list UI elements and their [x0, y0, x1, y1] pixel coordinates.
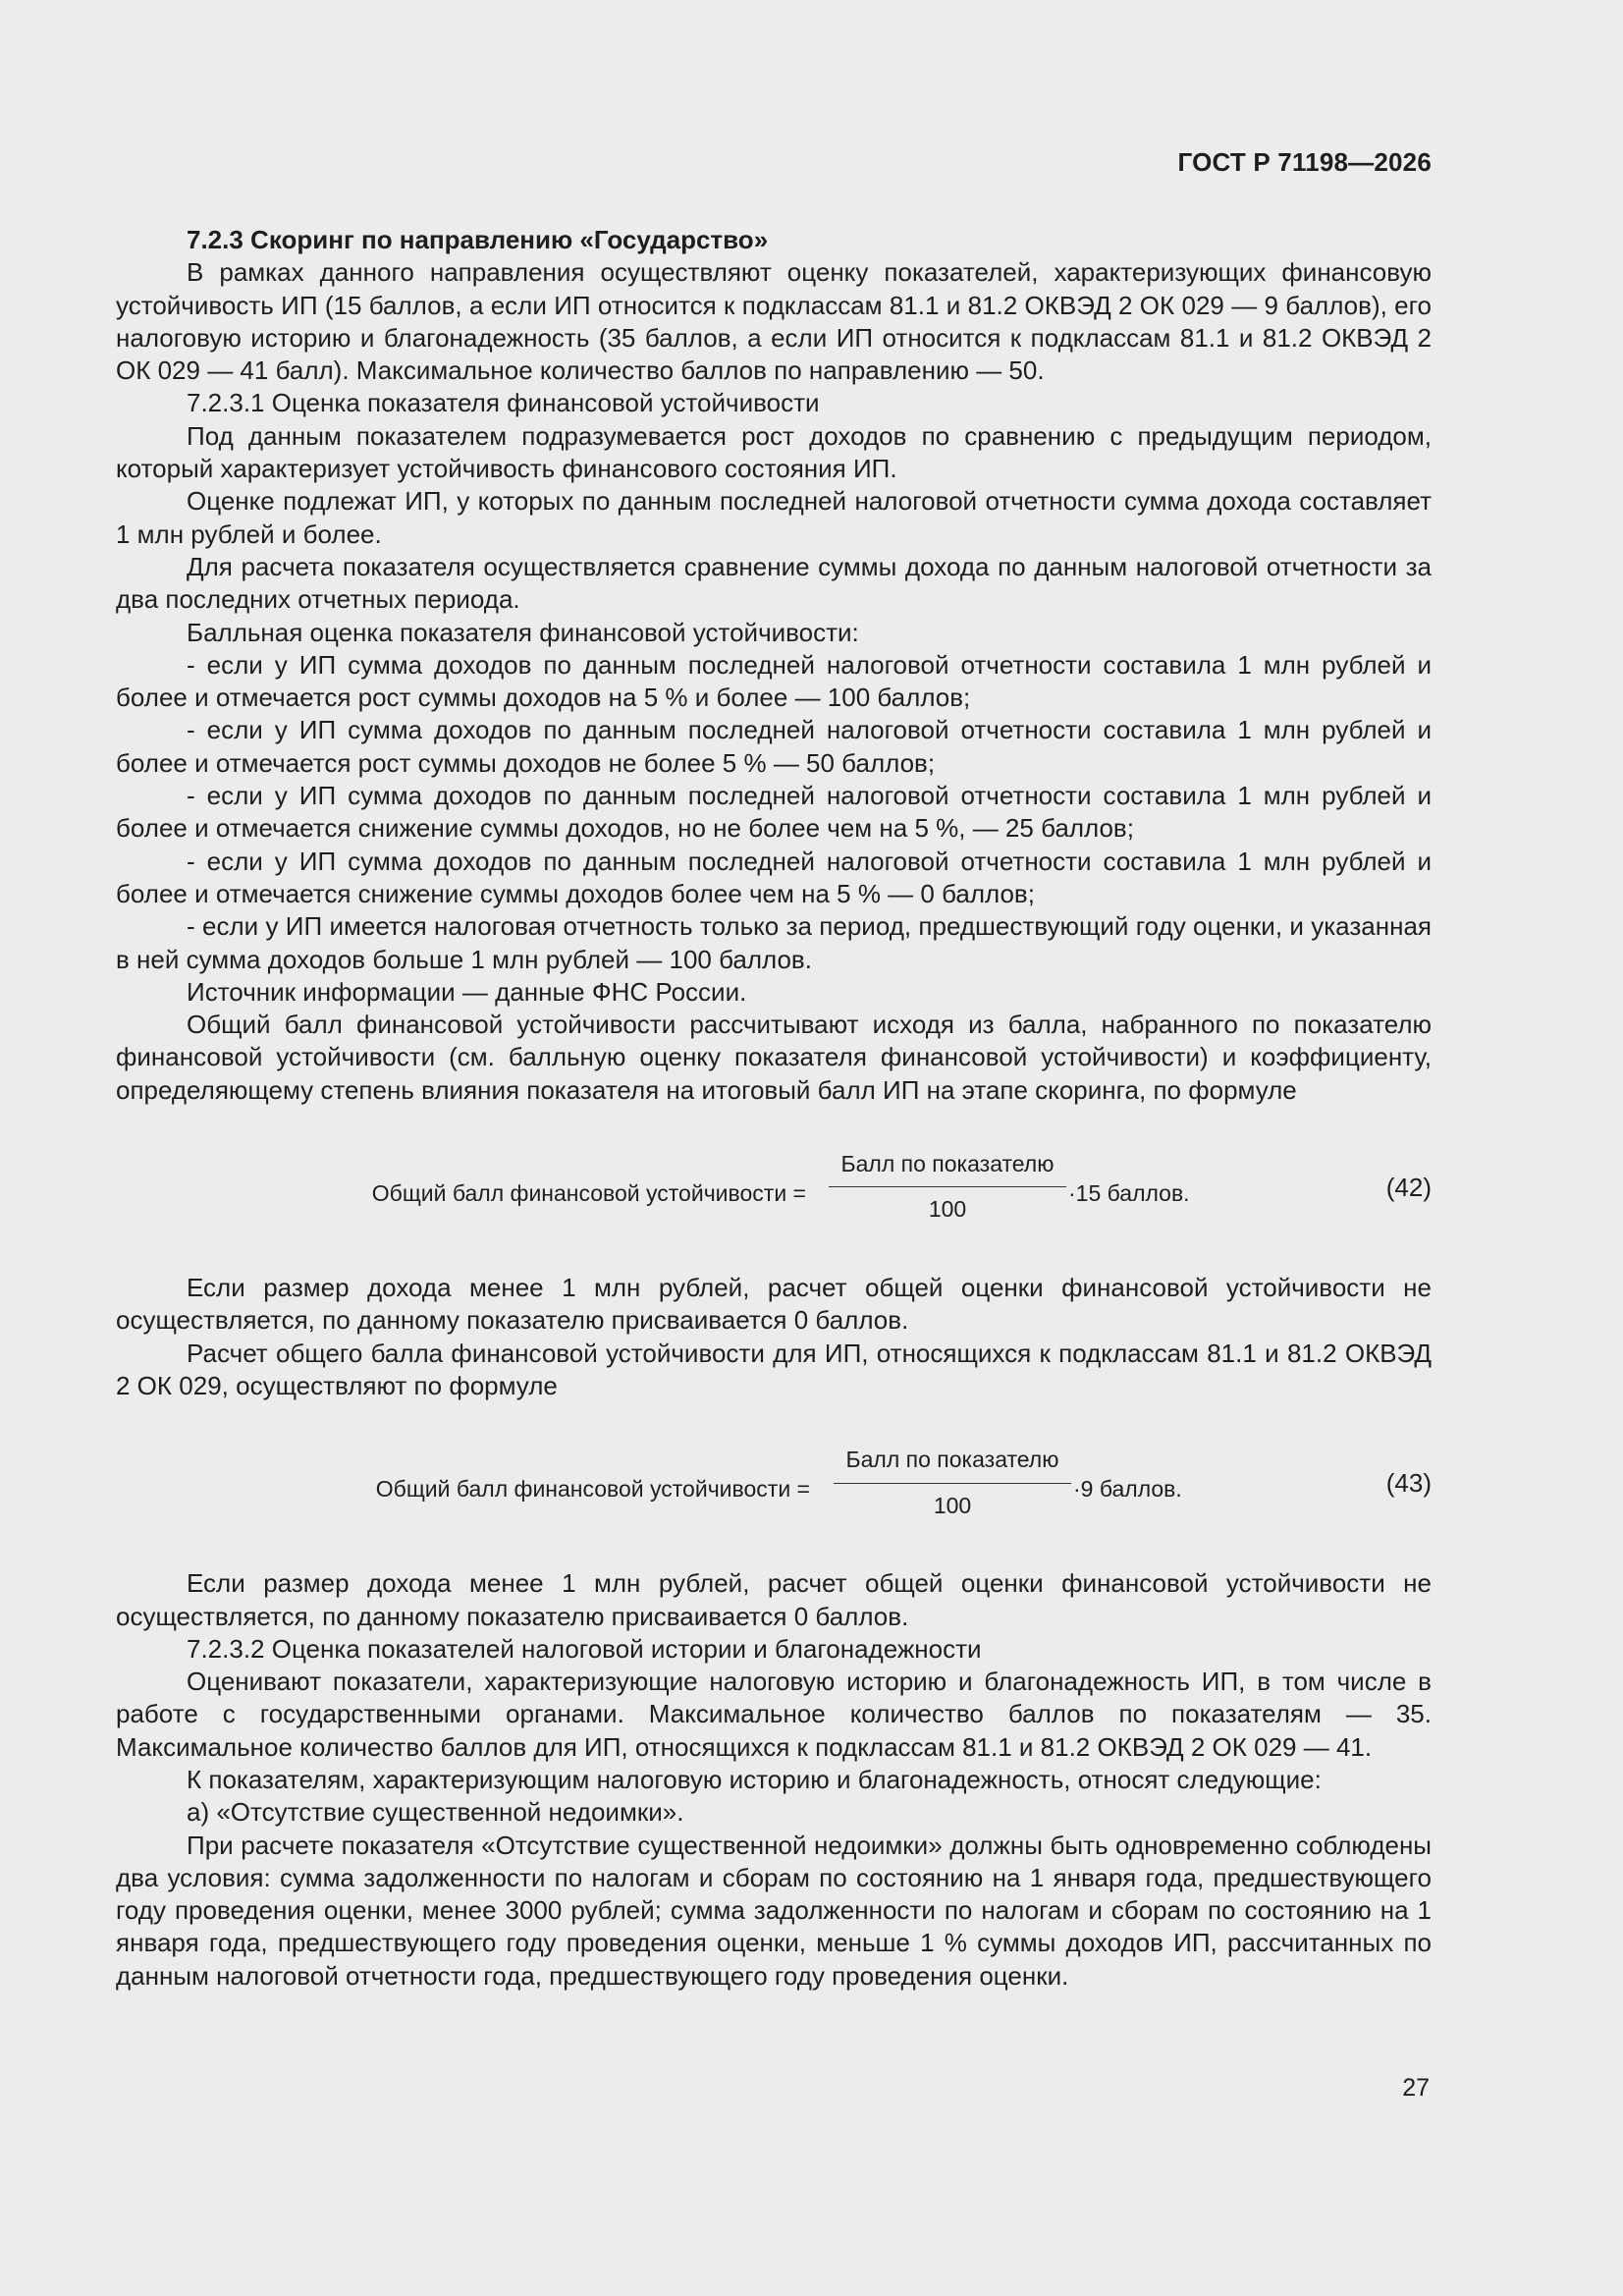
page-number: 27: [1402, 2074, 1430, 2102]
formula-fraction: [834, 1444, 1071, 1522]
paragraph: Оценке подлежат ИП, у которых по данным последней налоговой отчетности сумма дохода составляет 1 млн рублей и более.: [116, 486, 1432, 549]
section-heading-7-2-3: 7.2.3 Скоринг по направлению «Государство»: [187, 225, 769, 254]
formula-lhs: Общий балл финансовой устойчивости =: [371, 1180, 806, 1207]
paragraph: Общий балл финансовой устойчивости рассчитывают исходя из балла, набранного по показателю финансовой устойчивости (см. балльную оценку показателя финансовой устойчивости) и коэффициенту, определяющему степень влияния показателя на итоговый балл ИП на этапе скоринга, по формуле: [116, 1010, 1432, 1105]
standard-number: ГОСТ Р 71198—2026: [1177, 147, 1432, 177]
formula-43: [116, 1402, 1432, 1567]
list-item: - если у ИП сумма доходов по данным последней налоговой отчетности составила 1 млн рублей и более и отмечается рост суммы доходов на 5 % и более — 100 баллов;: [116, 649, 1432, 713]
paragraph: В рамках данного направления осуществляют оценку показателей, характеризующих финансовую устойчивость ИП (15 баллов, а если ИП относится к подклассам 81.1 и 81.2 ОКВЭД 2 ОК 029 — 9 баллов), его налоговую историю и благонадежность (35 баллов, а если ИП относится к подклассам 81.1 и 81.2 ОКВЭД 2 ОК 029 — 41 балл). Максимальное количество баллов по направлению — 50.: [116, 257, 1432, 386]
subsection-heading-7-2-3-1: 7.2.3.1 Оценка показателя финансовой устойчивости: [187, 388, 820, 418]
formula-multiplier: ·9 баллов.: [1073, 1476, 1182, 1503]
paragraph: Расчет общего балла финансовой устойчивости для ИП, относящихся к подклассам 81.1 и 81.2 ОКВЭД 2 ОК 029, осуществляют по формуле: [116, 1338, 1432, 1400]
formula-multiplier: ·15 баллов.: [1068, 1180, 1190, 1207]
paragraph: Под данным показателем подразумевается рост доходов по сравнению с предыдущим периодом, который характеризует устойчивость финансового состояния ИП.: [116, 420, 1432, 484]
formula-number: (42): [1385, 1173, 1432, 1203]
formula-fraction: [829, 1148, 1066, 1227]
paragraph: Если размер дохода менее 1 млн рублей, расчет общей оценки финансовой устойчивости не осуществляется, по данному показателю присваивается 0 баллов.: [116, 1273, 1432, 1336]
paragraph: Источник информации — данные ФНС России.: [187, 976, 747, 1007]
formula-numerator: Балл по показателю: [834, 1444, 1071, 1483]
list-item: - если у ИП имеется налоговая отчетность только за период, предшествующий году оценки, и указанная в ней сумма доходов больше 1 млн рублей — 100 баллов.: [116, 911, 1432, 974]
formula-denominator: 100: [933, 1492, 972, 1518]
paragraph: Для расчета показателя осуществляется сравнение суммы дохода по данным налоговой отчетности за два последних отчетных периода.: [116, 551, 1432, 615]
list-item: - если у ИП сумма доходов по данным последней налоговой отчетности составила 1 млн рублей и более и отмечается снижение суммы доходов, но не более чем на 5 %, — 25 баллов;: [116, 781, 1432, 844]
paragraph: Оценивают показатели, характеризующие налоговую историю и благонадежность ИП, в том числе в работе с государственными органами. Максимальное количество баллов по показателям — 35. Максимальное количество баллов для ИП, относящихся к подклассам 81.1 и 81.2 ОКВЭД 2 ОК 029 — 41.: [116, 1667, 1432, 1762]
page-content: [116, 224, 1432, 1993]
subsection-heading-7-2-3-2: 7.2.3.2 Оценка показателей налоговой истории и благонадежности: [187, 1633, 982, 1664]
paragraph: Балльная оценка показателя финансовой устойчивости:: [187, 617, 859, 647]
formula-denominator: 100: [928, 1196, 967, 1223]
list-item: - если у ИП сумма доходов по данным последней налоговой отчетности составила 1 млн рублей и более и отмечается рост суммы доходов не более 5 % — 50 баллов;: [116, 715, 1432, 778]
paragraph: Если размер дохода менее 1 млн рублей, расчет общей оценки финансовой устойчивости не осуществляется, по данному показателю присваивается 0 баллов.: [116, 1568, 1432, 1631]
paragraph: При расчете показателя «Отсутствие существенной недоимки» должны быть одновременно соблюдены два условия: сумма задолженности по налогам и сборам по состоянию на 1 января года, предшествующего году проведения оценки, менее 3000 рублей; сумма задолженности по налогам и сборам по состоянию на 1 января года, предшествующего году проведения оценки, меньше 1 % суммы доходов ИП, рассчитанных по данным налоговой отчетности года, предшествующего году проведения оценки.: [116, 1830, 1432, 1991]
formula-number: (43): [1385, 1468, 1432, 1499]
paragraph: К показателям, характеризующим налоговую историю и благонадежность, относят следующие:: [187, 1764, 1322, 1794]
formula-numerator: Балл по показателю: [829, 1148, 1066, 1187]
formula-lhs: Общий балл финансовой устойчивости =: [375, 1476, 810, 1503]
list-item: - если у ИП сумма доходов по данным последней налоговой отчетности составила 1 млн рублей и более и отмечается снижение суммы доходов более чем на 5 % — 0 баллов;: [116, 846, 1432, 908]
formula-42: [116, 1107, 1432, 1272]
list-item: а) «Отсутствие существенной недоимки».: [187, 1797, 684, 1828]
